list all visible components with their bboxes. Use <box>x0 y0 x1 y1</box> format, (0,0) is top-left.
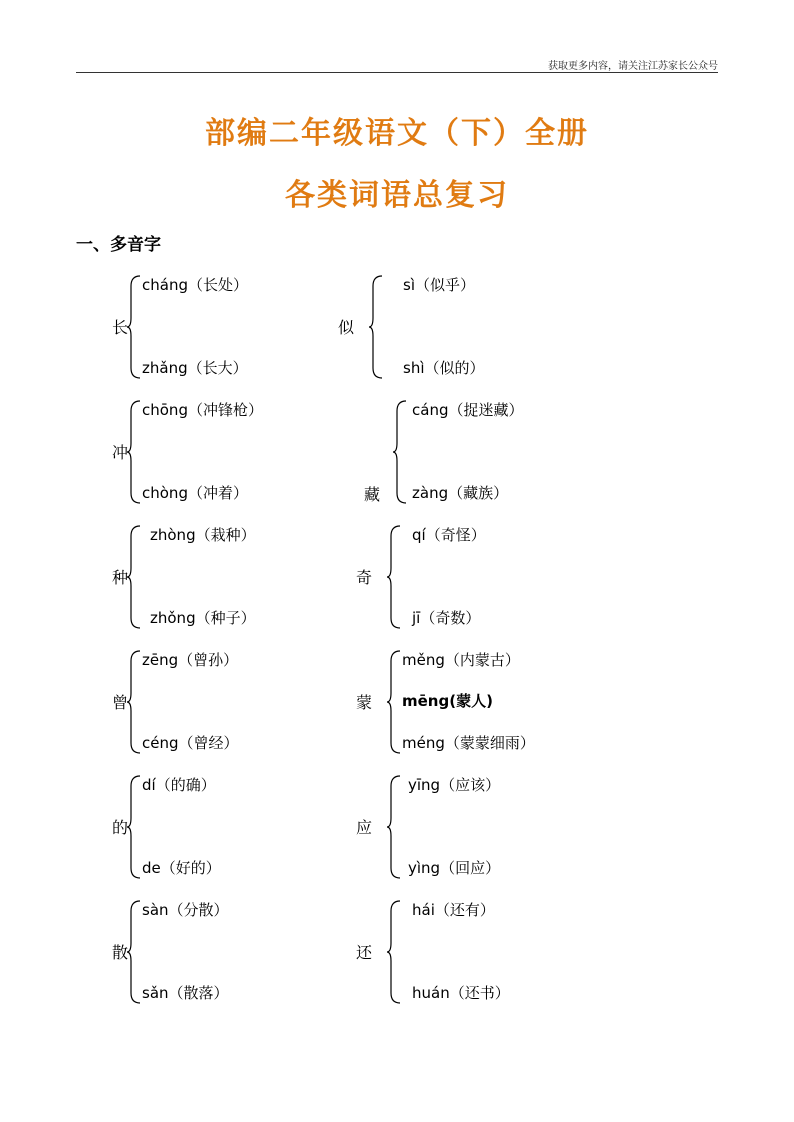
brace-icon <box>126 524 142 630</box>
polyphone-entry <box>112 397 342 507</box>
brace-icon <box>126 899 142 1005</box>
reading: dí（的确） <box>142 776 216 794</box>
brace-icon <box>126 274 142 380</box>
reading: sàn（分散） <box>142 901 229 919</box>
polyphone-char: 藏 <box>364 485 381 504</box>
polyphone-entry <box>356 897 586 1007</box>
polyphone-char: 应 <box>356 818 373 837</box>
reading: zhòng（栽种） <box>150 526 256 544</box>
reading: huán（还书） <box>412 984 510 1002</box>
polyphone-char: 的 <box>112 818 129 837</box>
polyphone-entry <box>112 272 342 382</box>
reading: zhǒng（种子） <box>150 609 256 627</box>
section-heading: 一、多音字 <box>76 235 161 255</box>
reading: qí（奇怪） <box>412 526 486 544</box>
reading: chōng（冲锋枪） <box>142 401 263 419</box>
page-title: 部编二年级语文（下）全册 <box>205 116 589 151</box>
reading: chòng（冲着） <box>142 484 248 502</box>
reading: céng（曾经） <box>142 734 239 752</box>
reading: mēng(蒙人) <box>402 692 493 710</box>
polyphone-char: 长 <box>112 318 129 337</box>
polyphone-entry <box>356 647 616 757</box>
reading: shì（似的） <box>403 359 485 377</box>
polyphone-char: 散 <box>112 943 129 962</box>
reading: zhǎng（长大） <box>142 359 248 377</box>
brace-icon <box>126 774 142 880</box>
polyphone-char: 还 <box>356 943 373 962</box>
brace-icon <box>386 524 402 630</box>
polyphone-entry <box>356 522 586 632</box>
brace-icon <box>386 774 402 880</box>
header-divider <box>76 72 718 73</box>
page-subtitle: 各类词语总复习 <box>285 178 509 213</box>
reading: cáng（捉迷藏） <box>412 401 524 419</box>
polyphone-entry <box>112 772 342 882</box>
brace-icon <box>126 399 142 505</box>
brace-icon <box>368 274 384 380</box>
polyphone-entry <box>112 647 342 757</box>
brace-icon <box>392 399 408 505</box>
reading: zēng（曾孙） <box>142 651 239 669</box>
reading: yīng（应该） <box>408 776 501 794</box>
polyphone-entry <box>356 772 586 882</box>
brace-icon <box>386 649 402 755</box>
polyphone-entry <box>364 397 594 507</box>
polyphone-char: 蒙 <box>356 693 373 712</box>
polyphone-char: 奇 <box>356 568 373 587</box>
reading: hái（还有） <box>412 901 495 919</box>
polyphone-entry <box>112 522 342 632</box>
reading: jī（奇数） <box>412 609 481 627</box>
reading: méng（蒙蒙细雨） <box>402 734 535 752</box>
polyphone-char: 冲 <box>112 443 129 462</box>
reading: zàng（藏族） <box>412 484 509 502</box>
reading: sǎn（散落） <box>142 984 229 1002</box>
reading: sì（似乎） <box>403 276 475 294</box>
polyphone-char: 似 <box>338 318 355 337</box>
polyphone-char: 曾 <box>112 693 129 712</box>
brace-icon <box>126 649 142 755</box>
reading: cháng（长处） <box>142 276 248 294</box>
polyphone-char: 种 <box>112 568 129 587</box>
polyphone-entry <box>112 897 342 1007</box>
polyphone-entry <box>338 272 568 382</box>
brace-icon <box>386 899 402 1005</box>
reading: yìng（回应） <box>408 859 501 877</box>
reading: de（好的） <box>142 859 221 877</box>
reading: měng（内蒙古） <box>402 651 520 669</box>
header-note: 获取更多内容，请关注江苏家长公众号 <box>548 61 718 72</box>
